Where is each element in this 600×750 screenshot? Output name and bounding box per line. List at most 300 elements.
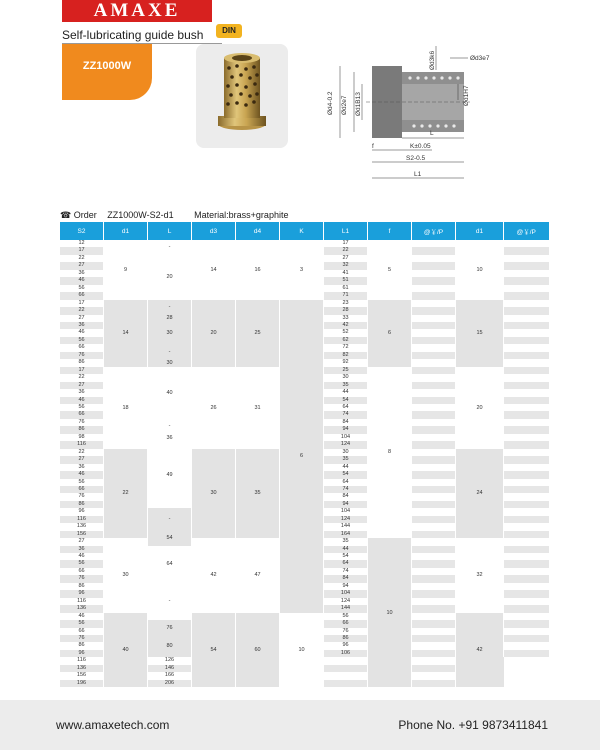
cell-s2: 86 xyxy=(60,583,104,590)
cell-price xyxy=(504,493,549,500)
header-cell: S2 xyxy=(60,222,104,240)
cell-s2: 86 xyxy=(60,501,104,508)
cell-l: - xyxy=(148,508,192,530)
cell-l1: 56 xyxy=(324,613,368,620)
cell-s2: 86 xyxy=(60,359,104,366)
header-cell: d1 xyxy=(104,222,148,240)
cell-s2: 136 xyxy=(60,665,104,672)
cell-price xyxy=(504,389,549,396)
cell-price xyxy=(412,501,456,508)
cell-l1: 62 xyxy=(324,337,368,344)
cell-price xyxy=(504,247,549,254)
cell-price xyxy=(412,322,456,329)
cell-s2: 66 xyxy=(60,568,104,575)
cell-l: 30 xyxy=(148,322,192,344)
cell-l1: 71 xyxy=(324,292,368,299)
header-cell: @￥/P xyxy=(504,222,549,240)
cell-l: 40 xyxy=(148,367,192,419)
dim-d3e7: Ød3e7 xyxy=(470,55,490,62)
cell-s2: 17 xyxy=(60,247,104,254)
cell-s2: 22 xyxy=(60,255,104,262)
brand-logo: AMAXE xyxy=(62,0,212,22)
cell-s2: 56 xyxy=(60,404,104,411)
cell-l1: 74 xyxy=(324,568,368,575)
cell-l: 49 xyxy=(148,441,192,508)
cell-l1: 35 xyxy=(324,456,368,463)
cell-s2: 156 xyxy=(60,672,104,679)
cell-s2: 66 xyxy=(60,344,104,351)
cell-price xyxy=(412,389,456,396)
cell-l1: 106 xyxy=(324,650,368,657)
cell-l1: 25 xyxy=(324,367,368,374)
cell-price xyxy=(412,374,456,381)
cell-price xyxy=(504,620,549,627)
cell-price xyxy=(412,456,456,463)
cell-l1: 146 xyxy=(148,665,192,672)
cell-price xyxy=(412,329,456,336)
cell-price xyxy=(412,344,456,351)
cell-l1: 82 xyxy=(324,352,368,359)
cell-d1: 40 xyxy=(104,613,148,688)
model-tab: ZZ1000W xyxy=(62,44,152,100)
cell-s2: 27 xyxy=(60,262,104,269)
cell-l1: 17 xyxy=(324,240,368,247)
table-header xyxy=(60,222,549,240)
cell-d1b: 32 xyxy=(456,538,504,613)
cell-price xyxy=(504,575,549,582)
cell-l1: 76 xyxy=(324,628,368,635)
cell-d4: 47 xyxy=(236,538,280,613)
cell-l1: 30 xyxy=(324,449,368,456)
cell-s2: 116 xyxy=(60,657,104,664)
cell-l1: 104 xyxy=(324,508,368,515)
cell-d3: 14 xyxy=(192,240,236,300)
cell-s2: 156 xyxy=(60,531,104,538)
cell-price xyxy=(412,605,456,612)
cell-price xyxy=(504,404,549,411)
cell-price xyxy=(412,419,456,426)
cell-f: 6 xyxy=(368,300,412,367)
din-badge: DIN xyxy=(216,24,242,38)
product-photo xyxy=(196,44,288,148)
cell-s2: 96 xyxy=(60,590,104,597)
cell-l1: 66 xyxy=(324,620,368,627)
dim-d2e7: Ød2e7 xyxy=(341,95,348,115)
cell-l1: 164 xyxy=(324,531,368,538)
cell-l1: 41 xyxy=(324,270,368,277)
cell-s2: 76 xyxy=(60,493,104,500)
cell-s2: 196 xyxy=(60,680,104,687)
cell-price xyxy=(504,359,549,366)
cell-price xyxy=(412,613,456,620)
cell-s2: 56 xyxy=(60,560,104,567)
cell-price xyxy=(504,501,549,508)
cell-price xyxy=(412,538,456,545)
cell-price xyxy=(504,255,549,262)
footer-phone: Phone No. +91 9873411841 xyxy=(398,718,548,732)
header-cell: @￥/P xyxy=(412,222,456,240)
cell-l1: 104 xyxy=(324,590,368,597)
cell-d1: 9 xyxy=(104,240,148,300)
cell-price xyxy=(412,672,456,679)
cell-price xyxy=(324,680,368,687)
cell-price xyxy=(412,247,456,254)
cell-s2: 12 xyxy=(60,240,104,247)
cell-price xyxy=(504,471,549,478)
cell-l1: 35 xyxy=(324,538,368,545)
cell-price xyxy=(412,628,456,635)
cell-s2: 36 xyxy=(60,464,104,471)
cell-price xyxy=(504,337,549,344)
order-info xyxy=(60,210,288,221)
cell-price xyxy=(504,307,549,314)
cell-l1: 28 xyxy=(324,307,368,314)
cell-l1: 64 xyxy=(324,404,368,411)
cell-s2: 96 xyxy=(60,508,104,515)
cell-price xyxy=(412,650,456,657)
dim-s2: S2-0.5 xyxy=(406,155,426,162)
cell-s2: 46 xyxy=(60,471,104,478)
cell-price xyxy=(504,315,549,322)
cell-s2: 56 xyxy=(60,479,104,486)
cell-price xyxy=(412,575,456,582)
cell-price xyxy=(412,262,456,269)
dim-l1: L1 xyxy=(414,171,422,178)
dim-d3k6: Ød3k6 xyxy=(429,50,436,70)
cell-price xyxy=(412,270,456,277)
cell-d3: 30 xyxy=(192,449,236,538)
cell-price xyxy=(412,441,456,448)
cell-l1: 22 xyxy=(324,247,368,254)
cell-s2: 17 xyxy=(60,300,104,307)
cell-price xyxy=(412,680,456,687)
cell-l1: 84 xyxy=(324,493,368,500)
cell-l1: 166 xyxy=(148,672,192,679)
cell-price xyxy=(412,359,456,366)
cell-price xyxy=(412,404,456,411)
cell-price xyxy=(412,240,456,247)
cell-l: 80 xyxy=(148,635,192,657)
cell-s2: 86 xyxy=(60,426,104,433)
cell-l1: 96 xyxy=(324,642,368,649)
cell-l: - xyxy=(148,240,192,255)
cell-price xyxy=(504,344,549,351)
cell-l: 30 xyxy=(148,359,192,366)
cell-price xyxy=(412,382,456,389)
cell-d3: 26 xyxy=(192,367,236,449)
cell-s2: 27 xyxy=(60,538,104,545)
cell-l1: 35 xyxy=(324,382,368,389)
dim-d1h7: Ød1H7 xyxy=(463,85,470,106)
cell-s2: 66 xyxy=(60,292,104,299)
cell-price xyxy=(504,426,549,433)
cell-l1: 32 xyxy=(324,262,368,269)
cell-s2: 56 xyxy=(60,337,104,344)
cell-price xyxy=(504,635,549,642)
cell-d4: 35 xyxy=(236,449,280,538)
cell-price xyxy=(412,411,456,418)
cell-price xyxy=(504,300,549,307)
cell-d4: 25 xyxy=(236,300,280,367)
cell-f: 10 xyxy=(368,538,412,687)
cell-l1: 94 xyxy=(324,501,368,508)
cell-price xyxy=(412,397,456,404)
cell-l1: 54 xyxy=(324,397,368,404)
cell-price xyxy=(504,270,549,277)
cell-d1: 30 xyxy=(104,538,148,613)
cell-l1: 86 xyxy=(324,635,368,642)
cell-s2: 76 xyxy=(60,575,104,582)
cell-l1: 144 xyxy=(324,605,368,612)
cell-l1: 30 xyxy=(324,374,368,381)
cell-price xyxy=(412,255,456,262)
order-label: Order xyxy=(73,210,97,220)
cell-s2: 66 xyxy=(60,486,104,493)
cell-l1: 52 xyxy=(324,329,368,336)
cell-s2: 22 xyxy=(60,307,104,314)
cell-price xyxy=(412,620,456,627)
cell-price xyxy=(412,471,456,478)
spec-table xyxy=(59,222,549,687)
header-cell: L1 xyxy=(324,222,368,240)
cell-l: - xyxy=(148,344,192,359)
cell-s2: 56 xyxy=(60,285,104,292)
cell-l: 64 xyxy=(148,546,192,583)
cell-l: 28 xyxy=(148,315,192,322)
cell-price xyxy=(412,367,456,374)
cell-price xyxy=(504,411,549,418)
cell-l: 20 xyxy=(148,255,192,300)
cell-price xyxy=(504,367,549,374)
cell-price xyxy=(324,672,368,679)
cell-l1: 104 xyxy=(324,434,368,441)
header-cell: d3 xyxy=(192,222,236,240)
cell-s2: 46 xyxy=(60,613,104,620)
cell-d1: 14 xyxy=(104,300,148,367)
cell-price xyxy=(412,479,456,486)
dim-f: f xyxy=(372,143,374,150)
dim-d4: Ød4-0.2 xyxy=(327,91,334,115)
cell-s2: 66 xyxy=(60,628,104,635)
cell-l1: 44 xyxy=(324,389,368,396)
cell-price xyxy=(504,613,549,620)
cell-d4: 31 xyxy=(236,367,280,449)
cell-s2: 36 xyxy=(60,546,104,553)
cell-s2: 116 xyxy=(60,598,104,605)
cell-price xyxy=(504,546,549,553)
header-cell: L xyxy=(148,222,192,240)
cell-price xyxy=(504,352,549,359)
cell-l1: 23 xyxy=(324,300,368,307)
cell-price xyxy=(412,464,456,471)
cell-price xyxy=(504,449,549,456)
cell-l1: 27 xyxy=(324,255,368,262)
cell-s2: 56 xyxy=(60,620,104,627)
cell-price xyxy=(504,374,549,381)
cell-price xyxy=(504,560,549,567)
cell-price xyxy=(504,382,549,389)
cell-d1b: 24 xyxy=(456,449,504,538)
cell-k: 10 xyxy=(280,613,324,688)
phone-icon: ☎ xyxy=(60,210,72,220)
cell-price xyxy=(412,598,456,605)
cell-s2: 76 xyxy=(60,352,104,359)
cell-s2: 76 xyxy=(60,635,104,642)
dim-d1b13: Ød1B13 xyxy=(355,92,362,116)
cell-price xyxy=(504,538,549,545)
cell-d1b: 42 xyxy=(456,613,504,688)
cell-l: - xyxy=(148,300,192,315)
cell-price xyxy=(504,262,549,269)
cell-price xyxy=(504,508,549,515)
cell-l1: 126 xyxy=(148,657,192,664)
cell-price xyxy=(412,635,456,642)
cell-price xyxy=(504,419,549,426)
cell-l1: 206 xyxy=(148,680,192,687)
cell-s2: 136 xyxy=(60,605,104,612)
cell-l1: 51 xyxy=(324,277,368,284)
header-cell: d4 xyxy=(236,222,280,240)
cell-price xyxy=(504,434,549,441)
header-cell: f xyxy=(368,222,412,240)
cell-l1: 74 xyxy=(324,411,368,418)
cell-price xyxy=(412,583,456,590)
cell-price xyxy=(412,642,456,649)
cell-price xyxy=(412,546,456,553)
cell-price xyxy=(504,456,549,463)
cell-s2: 96 xyxy=(60,650,104,657)
cell-s2: 27 xyxy=(60,382,104,389)
cell-k: 3 xyxy=(280,240,324,300)
cell-price xyxy=(412,516,456,523)
cell-s2: 46 xyxy=(60,329,104,336)
cell-price xyxy=(504,531,549,538)
cell-s2: 27 xyxy=(60,315,104,322)
cell-d1b: 20 xyxy=(456,367,504,449)
cell-price xyxy=(504,322,549,329)
cell-price xyxy=(412,657,456,664)
product-title: Self-lubricating guide bush xyxy=(62,28,204,42)
cell-price xyxy=(412,277,456,284)
cell-price xyxy=(504,583,549,590)
cell-s2: 76 xyxy=(60,419,104,426)
cell-s2: 66 xyxy=(60,411,104,418)
cell-d1b: 10 xyxy=(456,240,504,300)
header-cell: K xyxy=(280,222,324,240)
cell-price xyxy=(412,553,456,560)
cell-s2: 46 xyxy=(60,553,104,560)
cell-l1: 84 xyxy=(324,575,368,582)
cell-price xyxy=(412,590,456,597)
cell-price xyxy=(504,516,549,523)
cell-f: 5 xyxy=(368,240,412,300)
cell-l1: 144 xyxy=(324,523,368,530)
table-row xyxy=(60,300,549,307)
cell-l1: 42 xyxy=(324,322,368,329)
cell-s2: 36 xyxy=(60,389,104,396)
cell-price xyxy=(504,441,549,448)
cell-l1: 44 xyxy=(324,464,368,471)
cell-s2: 98 xyxy=(60,434,104,441)
cell-l: 36 xyxy=(148,434,192,441)
cell-price xyxy=(504,650,549,657)
cell-s2: 36 xyxy=(60,270,104,277)
cell-price xyxy=(504,642,549,649)
cell-price xyxy=(504,277,549,284)
cell-l1: 64 xyxy=(324,479,368,486)
cell-l1: 72 xyxy=(324,344,368,351)
header-cell: d1 xyxy=(456,222,504,240)
cell-s2: 116 xyxy=(60,516,104,523)
cell-price xyxy=(412,315,456,322)
cell-price xyxy=(412,300,456,307)
cell-l1: 92 xyxy=(324,359,368,366)
cell-price xyxy=(412,307,456,314)
table-row xyxy=(60,240,549,247)
technical-drawing xyxy=(310,40,530,190)
cell-price xyxy=(504,240,549,247)
cell-price xyxy=(412,523,456,530)
cell-price xyxy=(324,665,368,672)
cell-l1: 54 xyxy=(324,553,368,560)
cell-price xyxy=(504,486,549,493)
cell-l1: 124 xyxy=(324,516,368,523)
cell-l1: 54 xyxy=(324,471,368,478)
cell-price xyxy=(412,426,456,433)
cell-price xyxy=(504,628,549,635)
cell-d4: 16 xyxy=(236,240,280,300)
cell-price xyxy=(412,665,456,672)
cell-price xyxy=(324,657,368,664)
cell-s2: 136 xyxy=(60,523,104,530)
table-row xyxy=(60,613,549,620)
material-info: Material:brass+graphite xyxy=(194,210,289,220)
cell-l1: 64 xyxy=(324,560,368,567)
cell-l1: 44 xyxy=(324,546,368,553)
cell-d1b: 15 xyxy=(456,300,504,367)
cell-price xyxy=(504,479,549,486)
cell-s2: 22 xyxy=(60,374,104,381)
cell-price xyxy=(412,508,456,515)
cell-l: - xyxy=(148,419,192,434)
cell-l1: 74 xyxy=(324,486,368,493)
cell-price xyxy=(504,523,549,530)
cell-l1: 84 xyxy=(324,419,368,426)
cell-s2: 46 xyxy=(60,277,104,284)
cell-price xyxy=(504,590,549,597)
footer-website[interactable]: www.amaxetech.com xyxy=(56,718,170,732)
cell-price xyxy=(412,560,456,567)
cell-l1: 124 xyxy=(324,598,368,605)
cell-l1: 124 xyxy=(324,441,368,448)
cell-price xyxy=(504,397,549,404)
cell-l: 76 xyxy=(148,620,192,635)
cell-price xyxy=(412,486,456,493)
cell-price xyxy=(504,285,549,292)
cell-s2: 22 xyxy=(60,449,104,456)
cell-s2: 116 xyxy=(60,441,104,448)
cell-l: 54 xyxy=(148,531,192,546)
cell-l1: 61 xyxy=(324,285,368,292)
dim-l: L xyxy=(430,130,434,137)
cell-d3: 20 xyxy=(192,300,236,367)
cell-d3: 42 xyxy=(192,538,236,613)
cell-price xyxy=(412,531,456,538)
cell-d1: 18 xyxy=(104,367,148,449)
cell-l1: 94 xyxy=(324,426,368,433)
cell-l: - xyxy=(148,583,192,620)
cell-d1: 22 xyxy=(104,449,148,538)
